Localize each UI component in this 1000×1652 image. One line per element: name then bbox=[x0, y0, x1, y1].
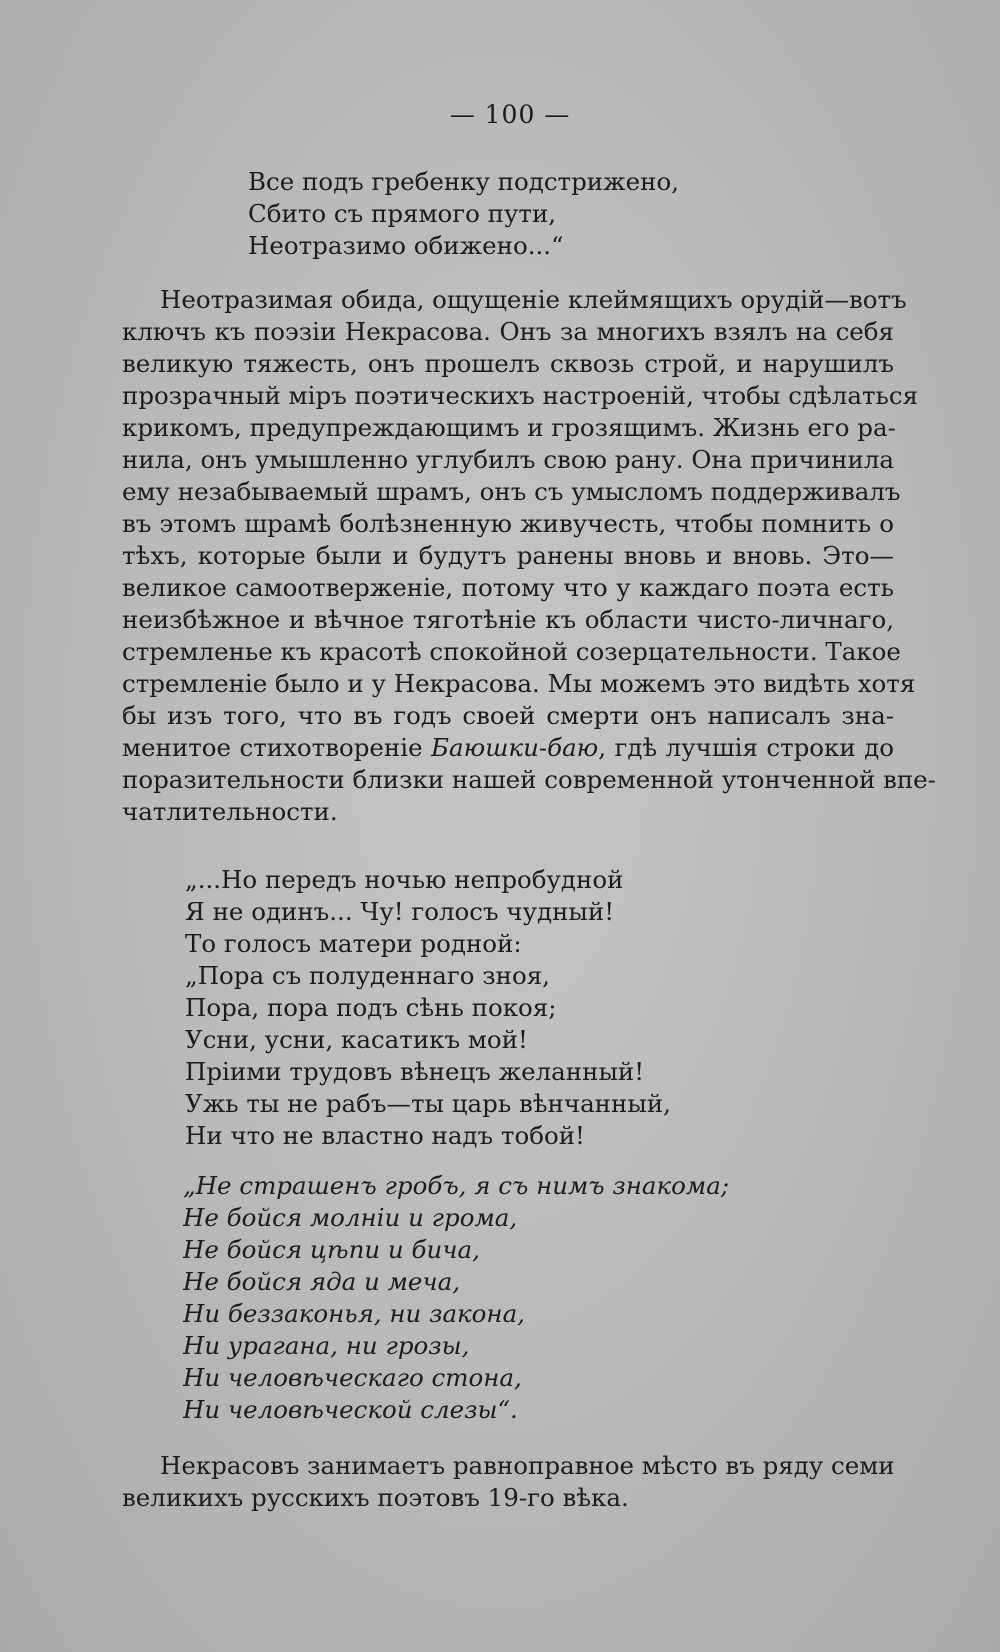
text-line: стремленье къ красотѣ спокойной созерцательности. Такое bbox=[122, 637, 901, 666]
verse-line: Ни беззаконья, ни закона, bbox=[183, 1299, 525, 1328]
verse-line: „...Но передъ ночью непробудной bbox=[185, 865, 624, 894]
text-line: неизбѣжное и вѣчное тяготѣніе къ области чисто-личнаго, bbox=[122, 605, 894, 634]
text-line bbox=[122, 732, 894, 764]
verse-stanza-1 bbox=[248, 166, 679, 262]
verse-line: Не бойся молніи и грома, bbox=[183, 1203, 518, 1232]
text-line: стремленіе было и у Некрасова. Мы можемъ это видѣть хотя bbox=[122, 669, 916, 698]
text-line: бы изъ того, что въ годъ своей смерти онъ написалъ зна- bbox=[122, 701, 894, 730]
text-line: чатлительности. bbox=[122, 797, 338, 826]
paragraph-main bbox=[122, 284, 936, 828]
verse-line: Ужь ты не рабъ—ты царь вѣнчанный, bbox=[185, 1089, 671, 1118]
text-line: въ этомъ шрамѣ болѣзненную живучесть, чтобы помнить о bbox=[122, 509, 894, 538]
verse-line: Пріими трудовъ вѣнецъ желанный! bbox=[185, 1057, 645, 1086]
text-line: великую тяжесть, онъ прошелъ сквозь строй, и нарушилъ bbox=[122, 349, 894, 378]
verse-line: Я не одинъ... Чу! голосъ чудный! bbox=[185, 897, 615, 926]
verse-line: Неотразимо обижено...“ bbox=[248, 231, 564, 260]
verse-stanza-2 bbox=[185, 864, 671, 1152]
text-segment: менитое стихотвореніе bbox=[122, 733, 423, 762]
verse-line: То голосъ матери родной: bbox=[185, 929, 522, 958]
text-line: Некрасовъ занимаетъ равноправное мѣсто въ ряду семи bbox=[160, 1451, 895, 1480]
verse-line: „Не страшенъ гробъ, я съ нимъ знакома; bbox=[183, 1171, 730, 1200]
page-number: — 100 — bbox=[449, 100, 571, 129]
verse-line: Пора, пора подъ сѣнь покоя; bbox=[185, 993, 557, 1022]
verse-line: Не бойся цѣпи и бича, bbox=[183, 1235, 480, 1264]
verse-line: Не бойся яда и меча, bbox=[183, 1267, 461, 1296]
text-line: Неотразимая обида, ощущеніе клеймящихъ орудій—вотъ bbox=[160, 285, 907, 314]
text-segment: , гдѣ лучшія строки до bbox=[598, 733, 894, 762]
verse-line: Ни урагана, ни грозы, bbox=[183, 1331, 470, 1360]
verse-line: Все подъ гребенку подстрижено, bbox=[248, 167, 680, 196]
text-line: тѣхъ, которые были и будутъ ранены вновь и вновь. Это— bbox=[122, 541, 894, 570]
text-line: великихъ русскихъ поэтовъ 19-го вѣка. bbox=[122, 1483, 629, 1512]
text-line: великое самоотверженіе, потому что у каждаго поэта есть bbox=[122, 573, 894, 602]
verse-line: Ни человѣческаго стона, bbox=[183, 1363, 522, 1392]
text-line: ему незабываемый шрамъ, онъ съ умысломъ поддерживалъ bbox=[122, 477, 901, 506]
paragraph-closing bbox=[122, 1450, 894, 1514]
verse-line: Сбито съ прямого пути, bbox=[248, 199, 557, 228]
text-line: поразительности близки нашей современной утонченной впе- bbox=[122, 765, 936, 794]
text-line: нила, онъ умышленно углубилъ свою рану. Она причинила bbox=[122, 445, 894, 474]
verse-line: „Пора съ полуденнаго зноя, bbox=[185, 961, 550, 990]
verse-line: Ни что не властно надъ тобой! bbox=[185, 1121, 585, 1150]
text-line: прозрачный міръ поэтическихъ настроеній, чтобы сдѣлаться bbox=[122, 381, 919, 410]
verse-line: Ни человѣческой слезы“. bbox=[183, 1395, 518, 1424]
text-line: ключъ къ поэзіи Некрасова. Онъ за многихъ взялъ на себя bbox=[122, 317, 894, 346]
poem-title-italic: Баюшки-баю bbox=[431, 733, 599, 762]
verse-stanza-3-italic bbox=[183, 1170, 729, 1426]
verse-line: Усни, усни, касатикъ мой! bbox=[185, 1025, 528, 1054]
text-line: крикомъ, предупреждающимъ и грозящимъ. Жизнь его ра- bbox=[122, 413, 896, 442]
